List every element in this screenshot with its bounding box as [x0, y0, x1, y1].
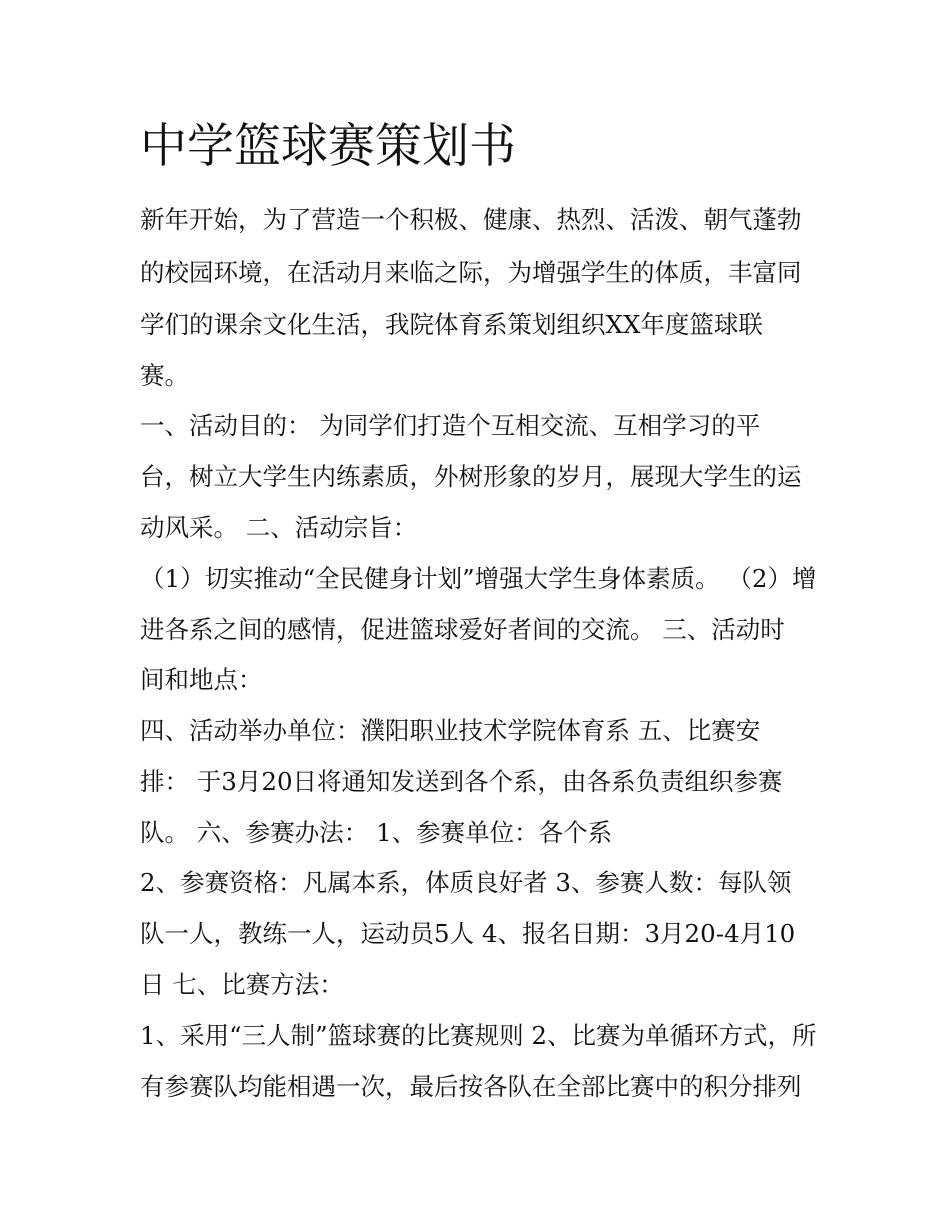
body-line: 2、参赛资格：凡属本系，体质良好者 3、参赛人数：每队领 [140, 868, 792, 897]
body-line: 队。 六、参赛办法： 1、参赛单位：各个系 [140, 818, 613, 847]
body-line: 学们的课余文化生活，我院体育系策划组织XX年度篮球联 [140, 310, 763, 339]
document-title: 中学篮球赛策划书 [140, 119, 516, 174]
body-line: 有参赛队均能相遇一次，最后按各队在全部比赛中的积分排列 [140, 1072, 802, 1101]
body-line: 一、活动目的： 为同学们打造个互相交流、互相学习的平 [140, 411, 761, 440]
body-line: （1）切实推动“全民健身计划”增强大学生身体素质。 （2）增 [140, 564, 817, 593]
body-line: 台，树立大学生内练素质，外树形象的岁月，展现大学生的运 [140, 462, 802, 491]
body-line: 四、活动举办单位：濮阳职业技术学院体育系 五、比赛安 [140, 716, 761, 745]
body-line: 的校园环境，在活动月来临之际，为增强学生的体质，丰富同 [140, 258, 802, 287]
body-line: 间和地点： [140, 665, 263, 694]
body-line: 日 七、比赛方法： [140, 970, 344, 999]
body-line: 队一人，教练一人，运动员5人 4、报名日期：3月20-4月10 [140, 919, 796, 948]
body-line: 动风采。 二、活动宗旨： [140, 513, 418, 542]
body-line: 1、采用“三人制”篮球赛的比赛规则 2、比赛为单循环方式，所 [140, 1021, 817, 1050]
body-line: 赛。 [140, 361, 189, 390]
body-line: 进各系之间的感情，促进篮球爱好者间的交流。 三、活动时 [140, 615, 785, 644]
body-line: 新年开始，为了营造一个积极、健康、热烈、活泼、朝气蓬勃 [140, 205, 802, 234]
body-line: 排： 于3月20日将通知发送到各个系，由各系负责组织参赛 [140, 767, 783, 796]
